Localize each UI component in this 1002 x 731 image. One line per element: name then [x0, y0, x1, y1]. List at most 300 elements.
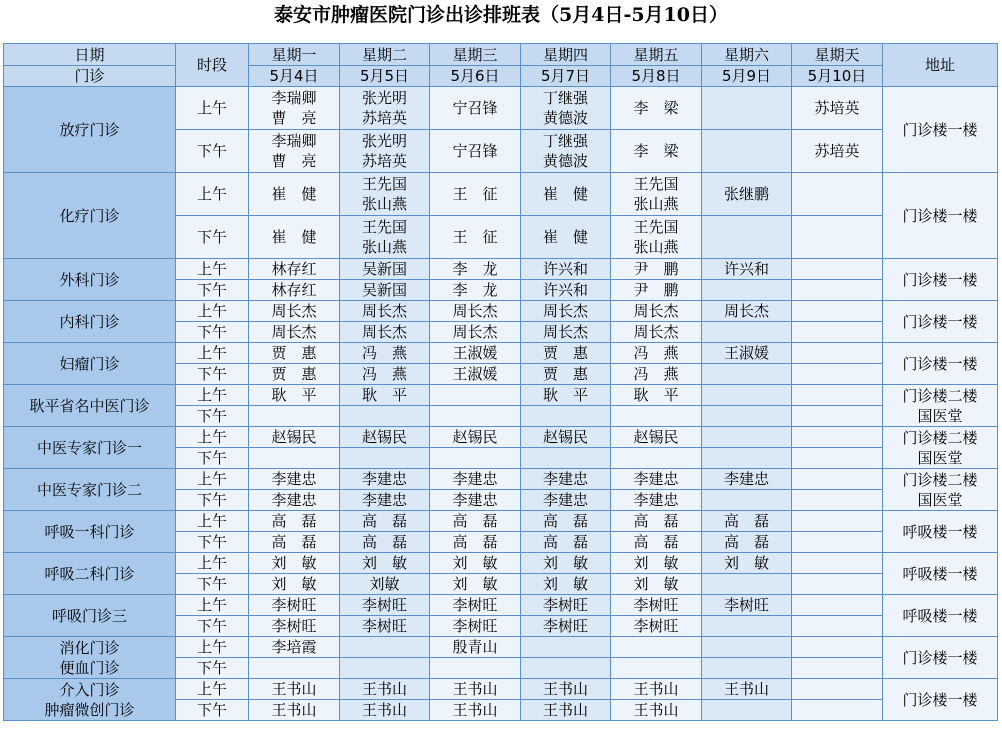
- cell-line: 呼吸楼一楼: [902, 606, 978, 625]
- clinic-name: [4, 679, 176, 721]
- cell-line: 王 征: [452, 185, 498, 203]
- cell-line: 王书山: [361, 701, 407, 719]
- doctor-cell: [611, 343, 702, 364]
- doctor-cell: [340, 130, 430, 173]
- table-row: [4, 637, 998, 658]
- doctor-cell: [521, 280, 611, 301]
- table-row: [4, 301, 998, 322]
- doctor-cell: [521, 553, 611, 574]
- period-cell: 上午: [176, 595, 249, 616]
- doctor-cell: [611, 469, 702, 490]
- doctor-cell: [430, 173, 521, 216]
- cell-line: 张光明: [361, 132, 407, 150]
- clinic-name: [4, 87, 176, 173]
- cell-line: 崔 健: [542, 185, 588, 203]
- period-cell: 下午: [176, 130, 249, 173]
- address-cell: [883, 679, 998, 721]
- cell-line: 高 磊: [542, 512, 588, 530]
- cell-line: 周长杰: [452, 323, 498, 341]
- doctor-cell: [611, 616, 702, 637]
- doctor-cell: [249, 280, 340, 301]
- clinic-name: [4, 259, 176, 301]
- clinic-name: [4, 301, 176, 343]
- doctor-cell: [249, 532, 340, 553]
- doctor-cell: [340, 490, 430, 511]
- doctor-cell: [792, 511, 883, 532]
- cell-line: 李树旺: [361, 596, 407, 614]
- doctor-cell: [249, 343, 340, 364]
- cell-line: 呼吸二科门诊: [44, 564, 135, 583]
- doctor-cell: [702, 532, 792, 553]
- cell-line: 高 磊: [271, 533, 317, 551]
- doctor-cell: [792, 490, 883, 511]
- doctor-cell: [521, 406, 611, 427]
- cell-line: 李建忠: [452, 491, 498, 509]
- period-cell: 下午: [176, 658, 249, 679]
- table-row: [4, 469, 998, 490]
- doctor-cell: [792, 469, 883, 490]
- doctor-cell: [521, 616, 611, 637]
- doctor-cell: [249, 490, 340, 511]
- doctor-cell: [611, 595, 702, 616]
- cell-line: 高 磊: [361, 533, 407, 551]
- cell-line: 张继鹏: [723, 185, 769, 203]
- cell-line: 吴新国: [361, 281, 407, 299]
- cell-line: 张山燕: [361, 238, 407, 256]
- address-cell: [883, 87, 998, 173]
- doctor-cell: [521, 532, 611, 553]
- period-cell: 上午: [176, 427, 249, 448]
- doctor-cell: [430, 616, 521, 637]
- cell-line: 李树旺: [723, 596, 769, 614]
- doctor-cell: [521, 130, 611, 173]
- doctor-cell: [702, 553, 792, 574]
- doctor-cell: [702, 322, 792, 343]
- address-cell: [883, 511, 998, 553]
- cell-line: 李树旺: [542, 617, 588, 635]
- doctor-cell: [702, 130, 792, 173]
- cell-line: 高 磊: [633, 533, 679, 551]
- doctor-cell: [521, 595, 611, 616]
- doctor-cell: [249, 574, 340, 595]
- date-header: 5月7日: [521, 66, 611, 87]
- cell-line: 刘 敏: [452, 554, 498, 572]
- doctor-cell: [340, 427, 430, 448]
- cell-line: 耿平省名中医门诊: [29, 396, 150, 415]
- cell-line: 门诊楼一楼: [902, 270, 978, 289]
- doctor-cell: [792, 87, 883, 130]
- weekday-header: 星期二: [340, 44, 430, 66]
- cell-line: 李树旺: [271, 596, 317, 614]
- doctor-cell: [792, 322, 883, 343]
- doctor-cell: [249, 700, 340, 721]
- doctor-cell: [611, 364, 702, 385]
- period-header-label: 时段: [176, 44, 249, 87]
- cell-line: 李树旺: [633, 617, 679, 635]
- date-header: 5月10日: [792, 66, 883, 87]
- doctor-cell: [702, 216, 792, 259]
- period-cell: 上午: [176, 553, 249, 574]
- cell-line: 国医堂: [917, 448, 963, 467]
- doctor-cell: [340, 173, 430, 216]
- doctor-cell: [521, 574, 611, 595]
- cell-line: 李 梁: [633, 99, 679, 117]
- cell-line: 王淑媛: [452, 344, 498, 362]
- cell-line: 李瑞卿: [271, 132, 317, 150]
- clinic-name: [4, 385, 176, 427]
- weekday-header: 星期六: [702, 44, 792, 66]
- cell-line: 李建忠: [452, 470, 498, 488]
- cell-line: 李树旺: [633, 596, 679, 614]
- doctor-cell: [702, 469, 792, 490]
- cell-line: 刘 敏: [723, 554, 769, 572]
- doctor-cell: [792, 364, 883, 385]
- weekday-header: 星期五: [611, 44, 702, 66]
- doctor-cell: [611, 406, 702, 427]
- cell-line: 呼吸楼一楼: [902, 522, 978, 541]
- doctor-cell: [340, 511, 430, 532]
- cell-line: 介入门诊: [59, 680, 120, 699]
- doctor-cell: [430, 679, 521, 700]
- address-cell: [883, 595, 998, 637]
- period-cell: 上午: [176, 637, 249, 658]
- doctor-cell: [521, 511, 611, 532]
- cell-line: 王书山: [271, 701, 317, 719]
- cell-line: 王书山: [452, 701, 498, 719]
- doctor-cell: [430, 87, 521, 130]
- weekday-header: 星期四: [521, 44, 611, 66]
- doctor-cell: [792, 427, 883, 448]
- doctor-cell: [430, 406, 521, 427]
- cell-line: 李建忠: [633, 491, 679, 509]
- cell-line: 高 磊: [723, 512, 769, 530]
- doctor-cell: [249, 322, 340, 343]
- doctor-cell: [340, 406, 430, 427]
- cell-line: 高 磊: [361, 512, 407, 530]
- doctor-cell: [521, 448, 611, 469]
- doctor-cell: [521, 343, 611, 364]
- doctor-cell: [249, 427, 340, 448]
- doctor-cell: [702, 364, 792, 385]
- doctor-cell: [792, 385, 883, 406]
- doctor-cell: [611, 532, 702, 553]
- cell-line: 高 磊: [542, 533, 588, 551]
- doctor-cell: [792, 406, 883, 427]
- doctor-cell: [611, 700, 702, 721]
- table-row: [4, 173, 998, 216]
- cell-line: 门诊楼一楼: [902, 312, 978, 331]
- doctor-cell: [792, 130, 883, 173]
- cell-line: 李瑞卿: [271, 89, 317, 107]
- cell-line: 尹 鹏: [633, 281, 679, 299]
- doctor-cell: [340, 616, 430, 637]
- doctor-cell: [792, 343, 883, 364]
- cell-line: 张山燕: [633, 195, 679, 213]
- cell-line: 赵锡民: [271, 428, 317, 446]
- cell-line: 国医堂: [917, 490, 963, 509]
- doctor-cell: [702, 385, 792, 406]
- doctor-cell: [340, 532, 430, 553]
- cell-line: 周长杰: [361, 323, 407, 341]
- cell-line: 呼吸楼一楼: [902, 564, 978, 583]
- cell-line: 李 梁: [633, 142, 679, 160]
- table-row: [4, 343, 998, 364]
- cell-line: 李建忠: [723, 470, 769, 488]
- cell-line: 化疗门诊: [59, 206, 120, 225]
- doctor-cell: [702, 87, 792, 130]
- clinic-name: [4, 173, 176, 259]
- cell-line: 吴新国: [361, 260, 407, 278]
- doctor-cell: [521, 427, 611, 448]
- table-row: [4, 679, 998, 700]
- doctor-cell: [611, 280, 702, 301]
- date-header: 5月6日: [430, 66, 521, 87]
- doctor-cell: [702, 448, 792, 469]
- cell-line: 耿 平: [361, 386, 407, 404]
- cell-line: 周长杰: [361, 302, 407, 320]
- cell-line: 门诊楼二楼: [902, 386, 978, 405]
- doctor-cell: [430, 658, 521, 679]
- doctor-cell: [611, 658, 702, 679]
- cell-line: 赵锡民: [633, 428, 679, 446]
- weekday-header: 星期天: [792, 44, 883, 66]
- cell-line: 王淑媛: [452, 365, 498, 383]
- doctor-cell: [249, 259, 340, 280]
- doctor-cell: [702, 595, 792, 616]
- doctor-cell: [521, 259, 611, 280]
- period-cell: 上午: [176, 469, 249, 490]
- cell-line: 李建忠: [271, 470, 317, 488]
- doctor-cell: [521, 658, 611, 679]
- doctor-cell: [792, 637, 883, 658]
- doctor-cell: [521, 173, 611, 216]
- doctor-cell: [521, 679, 611, 700]
- cell-line: 门诊楼二楼: [902, 428, 978, 447]
- doctor-cell: [611, 259, 702, 280]
- cell-line: 李建忠: [361, 491, 407, 509]
- cell-line: 王先国: [361, 218, 407, 236]
- doctor-cell: [340, 700, 430, 721]
- cell-line: 林存红: [271, 281, 317, 299]
- cell-line: 贾 惠: [271, 344, 317, 362]
- doctor-cell: [611, 679, 702, 700]
- cell-line: 周长杰: [452, 302, 498, 320]
- doctor-cell: [430, 216, 521, 259]
- doctor-cell: [249, 385, 340, 406]
- period-cell: 上午: [176, 343, 249, 364]
- address-cell: [883, 259, 998, 301]
- cell-line: 李建忠: [542, 491, 588, 509]
- period-cell: 上午: [176, 385, 249, 406]
- clinic-name: [4, 343, 176, 385]
- doctor-cell: [792, 679, 883, 700]
- doctor-cell: [792, 259, 883, 280]
- cell-line: 高 磊: [452, 533, 498, 551]
- doctor-cell: [430, 322, 521, 343]
- doctor-cell: [249, 406, 340, 427]
- doctor-cell: [340, 574, 430, 595]
- doctor-cell: [340, 259, 430, 280]
- cell-line: 高 磊: [723, 533, 769, 551]
- doctor-cell: [792, 301, 883, 322]
- cell-line: 李 龙: [452, 281, 498, 299]
- address-cell: [883, 469, 998, 511]
- doctor-cell: [249, 216, 340, 259]
- cell-line: 张山燕: [361, 195, 407, 213]
- period-cell: 上午: [176, 87, 249, 130]
- period-cell: 下午: [176, 322, 249, 343]
- doctor-cell: [340, 322, 430, 343]
- cell-line: 赵锡民: [452, 428, 498, 446]
- doctor-cell: [702, 511, 792, 532]
- cell-line: 尹 鹏: [633, 260, 679, 278]
- cell-line: 高 磊: [271, 512, 317, 530]
- doctor-cell: [521, 700, 611, 721]
- doctor-cell: [249, 469, 340, 490]
- doctor-cell: [249, 679, 340, 700]
- doctor-cell: [340, 301, 430, 322]
- doctor-cell: [702, 173, 792, 216]
- cell-line: 李建忠: [361, 470, 407, 488]
- cell-line: 周长杰: [271, 323, 317, 341]
- doctor-cell: [702, 616, 792, 637]
- doctor-cell: [430, 343, 521, 364]
- cell-line: 李 龙: [452, 260, 498, 278]
- doctor-cell: [430, 532, 521, 553]
- page-title: 泰安市肿瘤医院门诊出诊排班表（5月4日-5月10日）: [274, 4, 728, 26]
- cell-line: 王先国: [633, 218, 679, 236]
- doctor-cell: [792, 574, 883, 595]
- cell-line: 李树旺: [542, 596, 588, 614]
- cell-line: 王书山: [271, 680, 317, 698]
- doctor-cell: [430, 553, 521, 574]
- doctor-cell: [702, 679, 792, 700]
- cell-line: 刘 敏: [542, 554, 588, 572]
- cell-line: 王书山: [361, 680, 407, 698]
- cell-line: 贾 惠: [542, 344, 588, 362]
- cell-line: 刘 敏: [542, 575, 588, 593]
- period-cell: 上午: [176, 173, 249, 216]
- doctor-cell: [340, 87, 430, 130]
- doctor-cell: [702, 490, 792, 511]
- doctor-cell: [340, 385, 430, 406]
- cell-line: 赵锡民: [542, 428, 588, 446]
- doctor-cell: [611, 427, 702, 448]
- cell-line: 李培霞: [271, 638, 317, 656]
- cell-line: 内科门诊: [59, 312, 120, 331]
- doctor-cell: [702, 574, 792, 595]
- doctor-cell: [792, 553, 883, 574]
- doctor-cell: [249, 616, 340, 637]
- cell-line: 门诊楼二楼: [902, 470, 978, 489]
- table-row: [4, 87, 998, 130]
- doctor-cell: [430, 637, 521, 658]
- period-cell: 下午: [176, 364, 249, 385]
- cell-line: 李树旺: [452, 596, 498, 614]
- doctor-cell: [249, 658, 340, 679]
- cell-line: 呼吸一科门诊: [44, 522, 135, 541]
- cell-line: 门诊楼一楼: [902, 120, 978, 139]
- doctor-cell: [792, 216, 883, 259]
- cell-line: 放疗门诊: [59, 120, 120, 139]
- table-row: [4, 553, 998, 574]
- cell-line: 消化门诊: [59, 638, 120, 657]
- doctor-cell: [249, 553, 340, 574]
- doctor-cell: [430, 280, 521, 301]
- cell-line: 中医专家门诊二: [36, 480, 142, 499]
- doctor-cell: [430, 490, 521, 511]
- cell-line: 高 磊: [633, 512, 679, 530]
- doctor-cell: [702, 427, 792, 448]
- doctor-cell: [340, 448, 430, 469]
- cell-line: 耿 平: [271, 386, 317, 404]
- cell-line: 肿瘤微创门诊: [44, 700, 135, 719]
- doctor-cell: [792, 595, 883, 616]
- cell-line: 王书山: [542, 680, 588, 698]
- doctor-cell: [521, 637, 611, 658]
- clinic-name: [4, 511, 176, 553]
- table-row: [4, 259, 998, 280]
- cell-line: 黄德波: [542, 109, 588, 127]
- doctor-cell: [611, 216, 702, 259]
- period-cell: 下午: [176, 616, 249, 637]
- doctor-cell: [340, 469, 430, 490]
- cell-line: 王先国: [361, 175, 407, 193]
- cell-line: 许兴和: [723, 260, 769, 278]
- doctor-cell: [430, 364, 521, 385]
- address-cell: [883, 553, 998, 595]
- cell-line: 外科门诊: [59, 270, 120, 289]
- doctor-cell: [430, 427, 521, 448]
- doctor-cell: [792, 448, 883, 469]
- cell-line: 崔 健: [271, 228, 317, 246]
- doctor-cell: [340, 679, 430, 700]
- doctor-cell: [340, 553, 430, 574]
- period-cell: 下午: [176, 490, 249, 511]
- cell-line: 李建忠: [633, 470, 679, 488]
- doctor-cell: [430, 385, 521, 406]
- doctor-cell: [249, 173, 340, 216]
- cell-line: 李树旺: [452, 617, 498, 635]
- cell-line: 宁召锋: [452, 142, 498, 160]
- doctor-cell: [792, 280, 883, 301]
- doctor-cell: [702, 301, 792, 322]
- cell-line: 李建忠: [542, 470, 588, 488]
- cell-line: 宁召锋: [452, 99, 498, 117]
- cell-line: 王淑媛: [723, 344, 769, 362]
- cell-line: 门诊楼一楼: [902, 206, 978, 225]
- doctor-cell: [611, 301, 702, 322]
- cell-line: 许兴和: [542, 260, 588, 278]
- period-cell: 下午: [176, 700, 249, 721]
- cell-line: 冯 燕: [361, 365, 407, 383]
- address-cell: [883, 301, 998, 343]
- cell-line: 冯 燕: [633, 365, 679, 383]
- cell-line: 耿 平: [633, 386, 679, 404]
- doctor-cell: [340, 637, 430, 658]
- doctor-cell: [249, 511, 340, 532]
- cell-line: 李树旺: [271, 617, 317, 635]
- doctor-cell: [430, 469, 521, 490]
- date-header: 5月5日: [340, 66, 430, 87]
- cell-line: 崔 健: [542, 228, 588, 246]
- cell-line: 便血门诊: [59, 658, 120, 677]
- period-cell: 下午: [176, 532, 249, 553]
- cell-line: 高 磊: [452, 512, 498, 530]
- cell-line: 冯 燕: [361, 344, 407, 362]
- doctor-cell: [702, 259, 792, 280]
- doctor-cell: [340, 343, 430, 364]
